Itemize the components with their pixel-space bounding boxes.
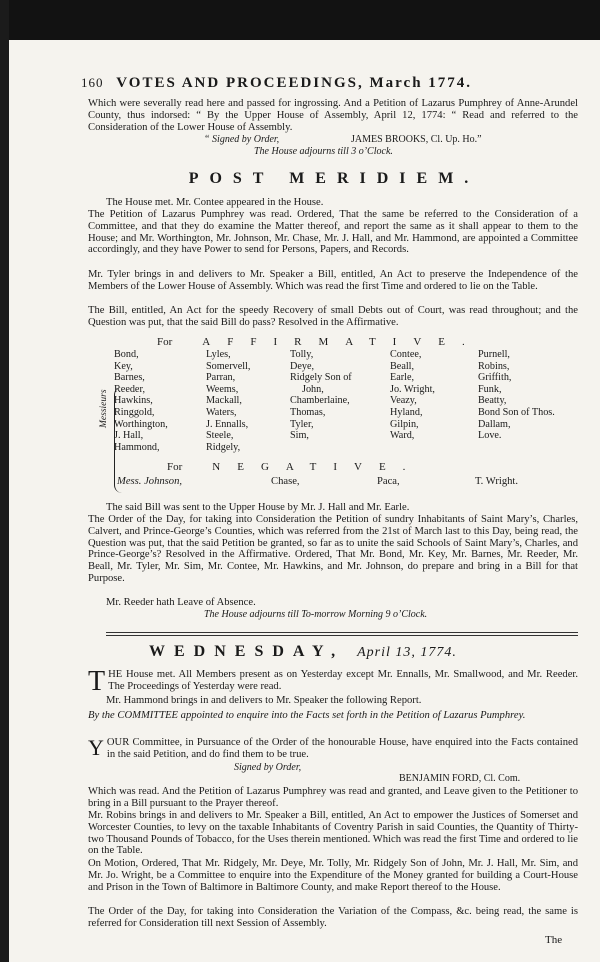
negative-names <box>117 476 557 487</box>
after-vote-adjourn: The House adjourns till To-morrow Morning 9 o’Clock. <box>204 609 428 620</box>
affirmative-heading <box>157 336 482 348</box>
negative-prefix: Mess. Johnson, <box>117 476 183 487</box>
wednesday-date: April 13, 1774. <box>357 645 457 660</box>
names-row <box>114 361 578 373</box>
member-name: Ridgely, <box>206 441 241 453</box>
member-name: Jo. Wright, <box>390 383 435 395</box>
names-row <box>114 419 578 431</box>
member-name: Somervell, <box>206 360 251 372</box>
wed-para-5: On Motion, Ordered, That Mr. Ridgely, Mr. Deye, Mr. Tolly, Mr. Ridgely Son of John, Mr. J. Hall, Mr. Sim, and Mr. Jo. Wright, be a Committee to enquire into the Expenditure of the Money granted for building a Court-House and Prison in the Town of Baltimore in Baltimore County, and make Report thereof to the House. <box>88 858 578 893</box>
after-vote-para-3: Mr. Reeder hath Leave of Absence. <box>106 597 256 608</box>
page-number: 160 <box>81 75 104 90</box>
negative-name: Paca, <box>377 476 400 487</box>
after-vote-para-2: The Order of the Day, for taking into Consideration the Petition of sundry Inhabitants of Saint Mary’s, Charles, Calvert, and Prince-George’s Counties, which was referred from the 21st of March last to this Day, being read, the Question was put, that the said Petition be granted, so far as to unite the said Schools of Saint Mary’s, Charles, and Prince-George’s? Resolved in the Affirmative. Ordered, That Mr. Bond, Mr. Key, Mr. Barnes, Mr. Reeder, Mr. Beall, Mr. Tyler, Mr. Sim, Mr. Contee, Mr. Hawkins, and Mr. Johnson, do prepare and bring in a Bill for that Purpose. <box>88 514 578 584</box>
for-label-negative: For <box>167 461 183 473</box>
running-title: VOTES AND PROCEEDINGS, March 1774. <box>116 75 473 91</box>
member-name: Tolly, <box>290 349 314 360</box>
names-row <box>114 430 578 442</box>
member-name <box>478 442 578 454</box>
affirmative-names-table <box>114 349 578 453</box>
pm-para-1: The House met. Mr. Contee appeared in the House. <box>106 197 324 208</box>
wed-para-3: Which was read. And the Petition of Lazarus Pumphrey was read and granted, and Leave given to the Petitioner to bring in a Bill pursuant to the Prayer thereof. <box>88 786 578 809</box>
names-row <box>114 372 578 384</box>
member-name: Reeder, <box>114 383 145 395</box>
member-name: Mackall, <box>206 395 242 407</box>
pm-para-3: Mr. Tyler brings in and delivers to Mr. Speaker a Bill, entitled, An Act to preserve the Independence of the Members of the Lower House of Assembly. Which was read the first Time and ordered to lie on the Table. <box>88 269 578 292</box>
pm-para-4: The Bill, entitled, An Act for the speedy Recovery of small Debts out of Court, was read throughout; and the Question was put, that the said Bill do pass? Resolved in the Affirmative. <box>88 305 578 328</box>
member-name: Sim, <box>290 430 309 442</box>
member-name: Veazy, <box>390 395 417 407</box>
names-row <box>114 395 578 407</box>
member-name: Weems, <box>206 383 239 395</box>
member-name: Bond, <box>114 349 139 360</box>
affirmative-label: AFFIRMATIVE. <box>202 336 482 348</box>
member-name <box>290 442 390 454</box>
member-name: Worthington, <box>114 418 168 430</box>
member-name: Purnell, <box>478 349 510 360</box>
member-name: Barnes, <box>114 372 145 384</box>
member-name: Beatty, <box>478 395 507 407</box>
member-name: Gilpin, <box>390 418 419 430</box>
after-vote-para-1: The said Bill was sent to the Upper House by Mr. J. Hall and Mr. Earle. <box>106 502 410 513</box>
opening-signed-by: “ Signed by Order, <box>204 134 280 145</box>
member-name: Chamberlaine, <box>290 395 350 407</box>
names-row <box>114 407 578 419</box>
section-rule <box>106 632 578 633</box>
member-name: Contee, <box>390 349 422 360</box>
negative-label: NEGATIVE. <box>212 461 423 473</box>
member-name: Earle, <box>390 372 415 384</box>
member-name: Hammond, <box>114 441 160 453</box>
member-name: Parran, <box>206 372 236 384</box>
wednesday-heading <box>149 643 569 661</box>
member-name: Hyland, <box>390 406 423 418</box>
scan-binding-edge <box>0 0 9 962</box>
opening-signatory: JAMES BROOKS, Cl. Up. Ho.” <box>351 134 482 145</box>
member-name: Steele, <box>206 430 234 442</box>
negative-name: T. Wright. <box>475 476 519 487</box>
member-name: Ridgely Son of <box>290 372 352 384</box>
member-name: Hawkins, <box>114 395 153 407</box>
member-name: Tyler, <box>290 418 314 430</box>
member-name: Thomas, <box>290 406 326 418</box>
wed-para-1 <box>88 666 578 697</box>
member-name: Dallam, <box>478 418 511 430</box>
committee-heading: By the COMMITTEE appointed to enquire into the Facts set forth in the Petition of Lazarus Pumphrey. <box>88 710 526 721</box>
committee-report-text: OUR Committee, in Pursuance of the Order of the honourable House, have enquired into the Facts contained in the said Petition, and do find them to be true. <box>106 737 578 760</box>
wednesday-label: WEDNESDAY, <box>149 643 345 660</box>
report-signed-by: Signed by Order, <box>234 762 302 773</box>
drop-cap: T <box>88 666 106 697</box>
wed-para-4: Mr. Robins brings in and delivers to Mr. Speaker a Bill, entitled, An Act to empower the Justices of Somerset and Worcester Counties, to levy on the taxable Inhabitants of Coventry Parish in said Counties, the Quantity of Thirty-two Thousand Pounds of Tobacco, for the Uses therein mentioned. Which was read the first Time and ordered to lie on the Table. <box>88 810 578 857</box>
report-signatory: BENJAMIN FORD, Cl. Com. <box>399 773 521 784</box>
member-name: Waters, <box>206 406 237 418</box>
member-name: Bond Son of Thos. <box>478 406 555 418</box>
for-label: For <box>157 336 173 348</box>
member-name <box>390 442 478 454</box>
report-drop-cap: Y <box>88 735 104 760</box>
member-name: Deye, <box>290 360 315 372</box>
wed-para-6: The Order of the Day, for taking into Consideration the Variation of the Compass, &c. being read, the same is referred for Consideration till next Session of Assembly. <box>88 906 578 929</box>
member-name: Ringgold, <box>114 406 155 418</box>
document-page <box>9 40 600 962</box>
messieurs-label: Messieurs <box>99 389 109 428</box>
wed-para-2: Mr. Hammond brings in and delivers to Mr. Speaker the following Report. <box>106 695 422 706</box>
names-row <box>114 349 578 361</box>
member-name: John, <box>302 383 324 395</box>
pm-para-2: The Petition of Lazarus Pumphrey was read. Ordered, That the same be referred to the Consideration of a Committee, and that they do examine the Matter thereof, and report the same as it shall appear to them to the House; and Mr. Worthington, Mr. Johnson, Mr. Chase, Mr. J. Hall, and Mr. Hammond, are appointed a Committee accordingly, and they have Power to send for Persons, Papers, and Records. <box>88 209 578 256</box>
opening-adjourn: The House adjourns till 3 o’Clock. <box>254 146 393 157</box>
member-name: Griffith, <box>478 372 512 384</box>
member-name: Beall, <box>390 360 415 372</box>
section-rule-thin <box>106 635 578 636</box>
committee-report <box>88 737 578 761</box>
member-name: Robins, <box>478 360 510 372</box>
negative-heading <box>167 461 422 473</box>
page-header <box>81 75 576 92</box>
member-name: Lyles, <box>206 349 231 360</box>
member-name: J. Hall, <box>114 430 144 442</box>
names-row <box>114 442 578 454</box>
member-name: Key, <box>114 360 133 372</box>
post-meridiem-heading: POST MERIDIEM. <box>188 170 480 187</box>
catchword: The <box>545 934 563 946</box>
member-name: Love. <box>478 430 502 442</box>
opening-paragraph: Which were severally read here and passed for ingrossing. And a Petition of Lazarus Pumphrey of Anne-Arundel County, thus indorsed: “ By the Upper House of Assembly, April 12, 1774: “ Read and referred to the Consideration of the Lower House of Assembly. <box>88 98 578 133</box>
member-name: Ward, <box>390 430 415 442</box>
names-row <box>114 384 578 396</box>
negative-name: Chase, <box>271 476 300 487</box>
wed-para-1-text: HE House met. All Members present as on Yesterday except Mr. Ennalls, Mr. Smallwood, and Mr. Reeder. The Proceedings of Yesterday were read. <box>108 669 578 692</box>
member-name: J. Ennalls, <box>206 418 249 430</box>
member-name: Funk, <box>478 383 502 395</box>
